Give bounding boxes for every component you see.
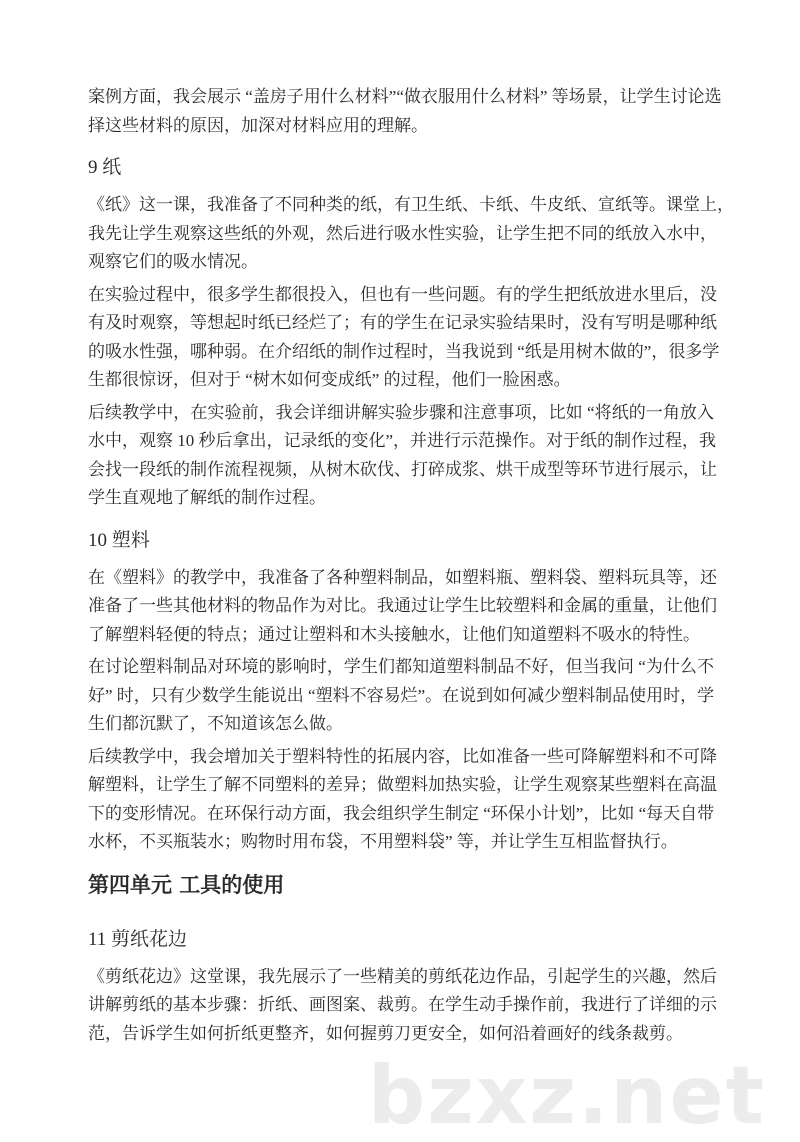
paragraph — [88, 83, 722, 140]
text-line: 有及时观察，等想起时纸已经烂了；有的学生在记录实验结果时，没有写明是哪种纸 — [88, 313, 717, 332]
text-line: 水中，观察 10 秒后拿出，记录纸的变化”，并进行示范操作。对于纸的制作过程，我 — [88, 431, 717, 450]
text-line: 水杯，不买瓶装水；购物时用布袋，不用塑料袋” 等，并让学生互相监督执行。 — [88, 832, 678, 851]
document-page — [88, 83, 734, 1052]
text-line: 生都很惊讶，但对于 “树木如何变成纸” 的过程，他们一脸困惑。 — [88, 370, 571, 389]
paragraph — [88, 191, 734, 277]
lesson-heading: 10 塑料 — [88, 529, 150, 551]
text-line: 《剪纸花边》这堂课，我先展示了一些精美的剪纸花边作品，引起学生的兴趣，然后 — [88, 966, 717, 986]
text-line: 讲解剪纸的基本步骤：折纸、画图案、裁剪。在学生动手操作前，我进行了详细的示 — [88, 995, 717, 1014]
text-line: 解塑料，让学生了解不同塑料的差异；做塑料加热实验，让学生观察某些塑料在高温 — [88, 775, 717, 794]
text-line: 下的变形情况。在环保行动方面，我会组织学生制定 “环保小计划”，比如 “每天自带 — [88, 803, 715, 823]
text-line: 《纸》这一课，我准备了不同种类的纸，有卫生纸、卡纸、牛皮纸、宣纸等。课堂上， — [88, 195, 734, 214]
text-line: 会找一段纸的制作流程视频，从树木砍伐、打碎成浆、烘干成型等环节进行展示，让 — [88, 459, 717, 479]
lesson-heading: 9 纸 — [88, 157, 122, 178]
paragraph — [88, 963, 717, 1049]
text-line: 择这些材料的原因，加深对材料应用的理解。 — [88, 115, 428, 135]
paragraph — [88, 281, 720, 395]
unit-heading: 第四单元 工具的使用 — [88, 872, 285, 897]
text-line: 好” 时，只有少数学生能说出 “塑料不容易烂”。在说到如何减少塑料制品使用时，学 — [88, 685, 715, 705]
text-line: 在《塑料》的教学中，我准备了各种塑料制品，如塑料瓶、塑料袋、塑料玩具等，还 — [88, 567, 717, 587]
paragraph — [88, 564, 717, 650]
paragraph — [88, 653, 714, 739]
paragraph — [88, 399, 717, 513]
text-line: 后续教学中，我会增加关于塑料特性的拓展内容，比如准备一些可降解塑料和不可降 — [88, 746, 717, 766]
text-line: 在讨论塑料制品对环境的影响时，学生们都知道塑料制品不好，但当我问 “为什么不 — [88, 657, 714, 676]
text-line: 后续教学中，在实验前，我会详细讲解实验步骤和注意事项，比如 “将纸的一角放入 — [88, 402, 714, 422]
text-line: 范，告诉学生如何折纸更整齐，如何握剪刀更安全，如何沿着画好的线条裁剪。 — [88, 1023, 683, 1043]
text-line: 准备了一些其他材料的物品作为对比。我通过让学生比较塑料和金属的重量，让他们 — [88, 596, 717, 615]
text-line: 生们都沉默了，不知道该怎么做。 — [88, 714, 343, 733]
text-line: 观察它们的吸水情况。 — [88, 252, 258, 271]
lesson-heading: 11 剪纸花边 — [88, 928, 188, 950]
paragraph — [88, 743, 717, 857]
text-line: 在实验过程中，很多学生都很投入，但也有一些问题。有的学生把纸放进水里后，没 — [88, 284, 717, 304]
watermark: bzxz.net — [368, 1049, 766, 1142]
text-line: 学生直观地了解纸的制作过程。 — [88, 488, 326, 507]
text-line: 我先让学生观察这些纸的外观，然后进行吸水性实验，让学生把不同的纸放入水中， — [88, 223, 717, 243]
text-line: 的吸水性强，哪种弱。在介绍纸的制作过程时，当我说到 “纸是用树木做的”，很多学 — [88, 341, 720, 361]
text-line: 了解塑料轻便的特点；通过让塑料和木头接触水，让他们知道塑料不吸水的特性。 — [88, 624, 700, 644]
text-line: 案例方面，我会展示 “盖房子用什么材料”“做衣服用什么材料” 等场景，让学生讨论选 — [88, 87, 722, 106]
